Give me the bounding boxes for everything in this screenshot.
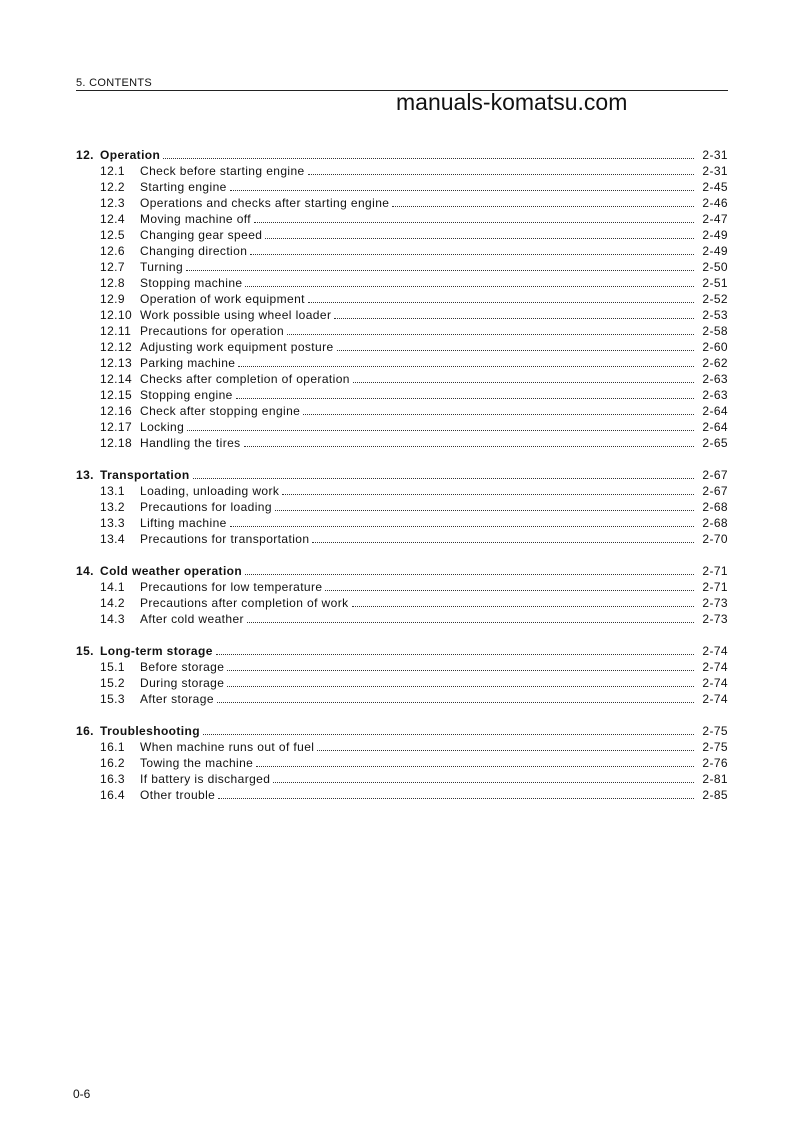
entry-number: 12.1 bbox=[100, 164, 125, 178]
toc-entry[interactable] bbox=[76, 370, 728, 386]
toc-section bbox=[76, 146, 728, 450]
toc-entry[interactable] bbox=[76, 690, 728, 706]
section-title: Operation bbox=[100, 148, 161, 162]
toc-entry[interactable] bbox=[76, 258, 728, 274]
entry-number: 12.2 bbox=[100, 180, 125, 194]
page-ref: 2-49 bbox=[702, 228, 728, 242]
dot-leader bbox=[163, 158, 694, 159]
dot-leader bbox=[308, 174, 694, 175]
toc-section-heading[interactable] bbox=[76, 642, 728, 658]
toc-entry[interactable] bbox=[76, 338, 728, 354]
entry-number: 16.3 bbox=[100, 772, 125, 786]
entry-number: 14.2 bbox=[100, 596, 125, 610]
page-ref: 2-65 bbox=[702, 436, 728, 450]
toc-entry[interactable] bbox=[76, 402, 728, 418]
dot-leader bbox=[218, 798, 694, 799]
entry-number: 15.2 bbox=[100, 676, 125, 690]
entry-number: 12.11 bbox=[100, 324, 132, 338]
page-ref: 2-64 bbox=[702, 404, 728, 418]
dot-leader bbox=[275, 510, 694, 511]
section-number: 13. bbox=[76, 468, 94, 482]
toc-entry[interactable] bbox=[76, 530, 728, 546]
entry-number: 12.10 bbox=[100, 308, 133, 322]
entry-title: Locking bbox=[140, 420, 185, 434]
entry-number: 12.4 bbox=[100, 212, 125, 226]
page-number: 0-6 bbox=[73, 1087, 91, 1101]
entry-number: 15.3 bbox=[100, 692, 125, 706]
entry-number: 12.8 bbox=[100, 276, 125, 290]
entry-title: Check before starting engine bbox=[140, 164, 305, 178]
toc-section bbox=[76, 642, 728, 706]
dot-leader bbox=[250, 254, 694, 255]
dot-leader bbox=[238, 366, 694, 367]
toc-section bbox=[76, 562, 728, 626]
entry-number: 16.1 bbox=[100, 740, 125, 754]
entry-title: Starting engine bbox=[140, 180, 227, 194]
entry-number: 12.16 bbox=[100, 404, 133, 418]
entry-title: Before storage bbox=[140, 660, 225, 674]
dot-leader bbox=[282, 494, 694, 495]
dot-leader bbox=[244, 446, 694, 447]
table-of-contents bbox=[76, 146, 728, 818]
page-ref: 2-70 bbox=[702, 532, 728, 546]
entry-title: After cold weather bbox=[140, 612, 244, 626]
toc-entry[interactable] bbox=[76, 514, 728, 530]
page-ref: 2-68 bbox=[702, 516, 728, 530]
toc-entry[interactable] bbox=[76, 178, 728, 194]
entry-title: Towing the machine bbox=[140, 756, 254, 770]
entry-title: Moving machine off bbox=[140, 212, 252, 226]
entry-title: Precautions for transportation bbox=[140, 532, 310, 546]
toc-section-heading[interactable] bbox=[76, 146, 728, 162]
dot-leader bbox=[325, 590, 694, 591]
page-ref: 2-71 bbox=[702, 580, 728, 594]
toc-entry[interactable] bbox=[76, 578, 728, 594]
page-ref: 2-75 bbox=[702, 724, 728, 738]
entry-title: Lifting machine bbox=[140, 516, 227, 530]
page-ref: 2-51 bbox=[702, 276, 728, 290]
page-ref: 2-85 bbox=[702, 788, 728, 802]
dot-leader bbox=[312, 542, 694, 543]
entry-title: Work possible using wheel loader bbox=[140, 308, 332, 322]
section-number: 15. bbox=[76, 644, 94, 658]
entry-title: When machine runs out of fuel bbox=[140, 740, 315, 754]
dot-leader bbox=[217, 702, 694, 703]
entry-title: Precautions for low temperature bbox=[140, 580, 323, 594]
page-ref: 2-60 bbox=[702, 340, 728, 354]
dot-leader bbox=[186, 270, 694, 271]
page-ref: 2-63 bbox=[702, 372, 728, 386]
entry-title: Changing gear speed bbox=[140, 228, 263, 242]
entry-number: 12.14 bbox=[100, 372, 133, 386]
toc-section-heading[interactable] bbox=[76, 466, 728, 482]
dot-leader bbox=[227, 670, 694, 671]
page-ref: 2-73 bbox=[702, 596, 728, 610]
page-ref: 2-46 bbox=[702, 196, 728, 210]
dot-leader bbox=[236, 398, 694, 399]
page-ref: 2-47 bbox=[702, 212, 728, 226]
toc-entry[interactable] bbox=[76, 594, 728, 610]
page-ref: 2-63 bbox=[702, 388, 728, 402]
section-number: 14. bbox=[76, 564, 94, 578]
entry-number: 12.3 bbox=[100, 196, 125, 210]
page-ref: 2-31 bbox=[702, 148, 728, 162]
toc-entry[interactable] bbox=[76, 242, 728, 258]
dot-leader bbox=[247, 622, 694, 623]
page-ref: 2-73 bbox=[702, 612, 728, 626]
entry-title: Stopping machine bbox=[140, 276, 243, 290]
toc-entry[interactable] bbox=[76, 418, 728, 434]
dot-leader bbox=[265, 238, 694, 239]
entry-title: Operation of work equipment bbox=[140, 292, 305, 306]
entry-number: 13.2 bbox=[100, 500, 125, 514]
toc-entry[interactable] bbox=[76, 610, 728, 626]
entry-number: 12.18 bbox=[100, 436, 133, 450]
dot-leader bbox=[317, 750, 694, 751]
dot-leader bbox=[352, 606, 695, 607]
page-ref: 2-68 bbox=[702, 500, 728, 514]
page-ref: 2-67 bbox=[702, 468, 728, 482]
toc-entry[interactable] bbox=[76, 770, 728, 786]
toc-entry[interactable] bbox=[76, 674, 728, 690]
toc-entry[interactable] bbox=[76, 274, 728, 290]
section-title: Transportation bbox=[100, 468, 190, 482]
dot-leader bbox=[337, 350, 694, 351]
page-ref: 2-50 bbox=[702, 260, 728, 274]
toc-entry[interactable] bbox=[76, 434, 728, 450]
page-ref: 2-81 bbox=[702, 772, 728, 786]
entry-title: Other trouble bbox=[140, 788, 216, 802]
toc-entry[interactable] bbox=[76, 210, 728, 226]
entry-number: 12.13 bbox=[100, 356, 133, 370]
entry-title: Turning bbox=[140, 260, 184, 274]
entry-title: Stopping engine bbox=[140, 388, 233, 402]
watermark-text: manuals-komatsu.com bbox=[396, 89, 628, 115]
toc-entry[interactable] bbox=[76, 482, 728, 498]
entry-title: Precautions after completion of work bbox=[140, 596, 349, 610]
entry-number: 12.17 bbox=[100, 420, 133, 434]
dot-leader bbox=[392, 206, 694, 207]
toc-entry[interactable] bbox=[76, 290, 728, 306]
page-ref: 2-31 bbox=[702, 164, 728, 178]
entry-title: Precautions for operation bbox=[140, 324, 285, 338]
header-label: 5. CONTENTS bbox=[76, 77, 153, 89]
entry-number: 12.15 bbox=[100, 388, 133, 402]
dot-leader bbox=[193, 478, 694, 479]
page-ref: 2-58 bbox=[702, 324, 728, 338]
entry-title: If battery is discharged bbox=[140, 772, 271, 786]
toc-entry[interactable] bbox=[76, 754, 728, 770]
toc-entry[interactable] bbox=[76, 162, 728, 178]
page-ref: 2-74 bbox=[702, 676, 728, 690]
section-number: 12. bbox=[76, 148, 94, 162]
toc-entry[interactable] bbox=[76, 226, 728, 242]
entry-title: Adjusting work equipment posture bbox=[140, 340, 334, 354]
entry-number: 15.1 bbox=[100, 660, 125, 674]
toc-entry[interactable] bbox=[76, 386, 728, 402]
dot-leader bbox=[245, 574, 694, 575]
entry-title: Operations and checks after starting engine bbox=[140, 196, 390, 210]
entry-number: 12.12 bbox=[100, 340, 133, 354]
section-number: 16. bbox=[76, 724, 94, 738]
entry-title: Check after stopping engine bbox=[140, 404, 301, 418]
dot-leader bbox=[245, 286, 694, 287]
entry-title: After storage bbox=[140, 692, 214, 706]
dot-leader bbox=[187, 430, 694, 431]
dot-leader bbox=[256, 766, 694, 767]
entry-number: 16.4 bbox=[100, 788, 125, 802]
entry-title: Parking machine bbox=[140, 356, 236, 370]
page-ref: 2-74 bbox=[702, 660, 728, 674]
section-title: Long-term storage bbox=[100, 644, 213, 658]
dot-leader bbox=[273, 782, 694, 783]
dot-leader bbox=[230, 190, 694, 191]
entry-title: Handling the tires bbox=[140, 436, 241, 450]
toc-section bbox=[76, 466, 728, 546]
page-ref: 2-53 bbox=[702, 308, 728, 322]
page-ref: 2-64 bbox=[702, 420, 728, 434]
toc-section bbox=[76, 722, 728, 802]
entry-number: 12.7 bbox=[100, 260, 125, 274]
dot-leader bbox=[230, 526, 694, 527]
entry-number: 12.9 bbox=[100, 292, 125, 306]
dot-leader bbox=[287, 334, 694, 335]
entry-number: 16.2 bbox=[100, 756, 125, 770]
page-ref: 2-75 bbox=[702, 740, 728, 754]
page-ref: 2-49 bbox=[702, 244, 728, 258]
page-ref: 2-67 bbox=[702, 484, 728, 498]
section-title: Cold weather operation bbox=[100, 564, 243, 578]
toc-section-heading[interactable] bbox=[76, 562, 728, 578]
entry-number: 13.1 bbox=[100, 484, 125, 498]
dot-leader bbox=[334, 318, 694, 319]
page-ref: 2-71 bbox=[702, 564, 728, 578]
toc-entry[interactable] bbox=[76, 738, 728, 754]
entry-number: 12.5 bbox=[100, 228, 125, 242]
toc-entry[interactable] bbox=[76, 498, 728, 514]
toc-entry[interactable] bbox=[76, 354, 728, 370]
toc-entry[interactable] bbox=[76, 306, 728, 322]
page-ref: 2-76 bbox=[702, 756, 728, 770]
page-ref: 2-74 bbox=[702, 644, 728, 658]
dot-leader bbox=[303, 414, 694, 415]
dot-leader bbox=[203, 734, 694, 735]
entry-number: 13.3 bbox=[100, 516, 125, 530]
entry-number: 14.1 bbox=[100, 580, 125, 594]
entry-title: During storage bbox=[140, 676, 225, 690]
dot-leader bbox=[254, 222, 694, 223]
entry-number: 12.6 bbox=[100, 244, 125, 258]
dot-leader bbox=[308, 302, 694, 303]
dot-leader bbox=[227, 686, 694, 687]
entry-title: Precautions for loading bbox=[140, 500, 272, 514]
page-ref: 2-62 bbox=[702, 356, 728, 370]
toc-entry[interactable] bbox=[76, 786, 728, 802]
section-title: Troubleshooting bbox=[100, 724, 200, 738]
page-ref: 2-52 bbox=[702, 292, 728, 306]
page-ref: 2-74 bbox=[702, 692, 728, 706]
toc-entry[interactable] bbox=[76, 658, 728, 674]
entry-number: 13.4 bbox=[100, 532, 125, 546]
toc-entry[interactable] bbox=[76, 322, 728, 338]
page-ref: 2-45 bbox=[702, 180, 728, 194]
entry-title: Changing direction bbox=[140, 244, 248, 258]
entry-title: Checks after completion of operation bbox=[140, 372, 350, 386]
entry-number: 14.3 bbox=[100, 612, 125, 626]
dot-leader bbox=[353, 382, 694, 383]
entry-title: Loading, unloading work bbox=[140, 484, 280, 498]
toc-section-heading[interactable] bbox=[76, 722, 728, 738]
dot-leader bbox=[216, 654, 694, 655]
toc-entry[interactable] bbox=[76, 194, 728, 210]
